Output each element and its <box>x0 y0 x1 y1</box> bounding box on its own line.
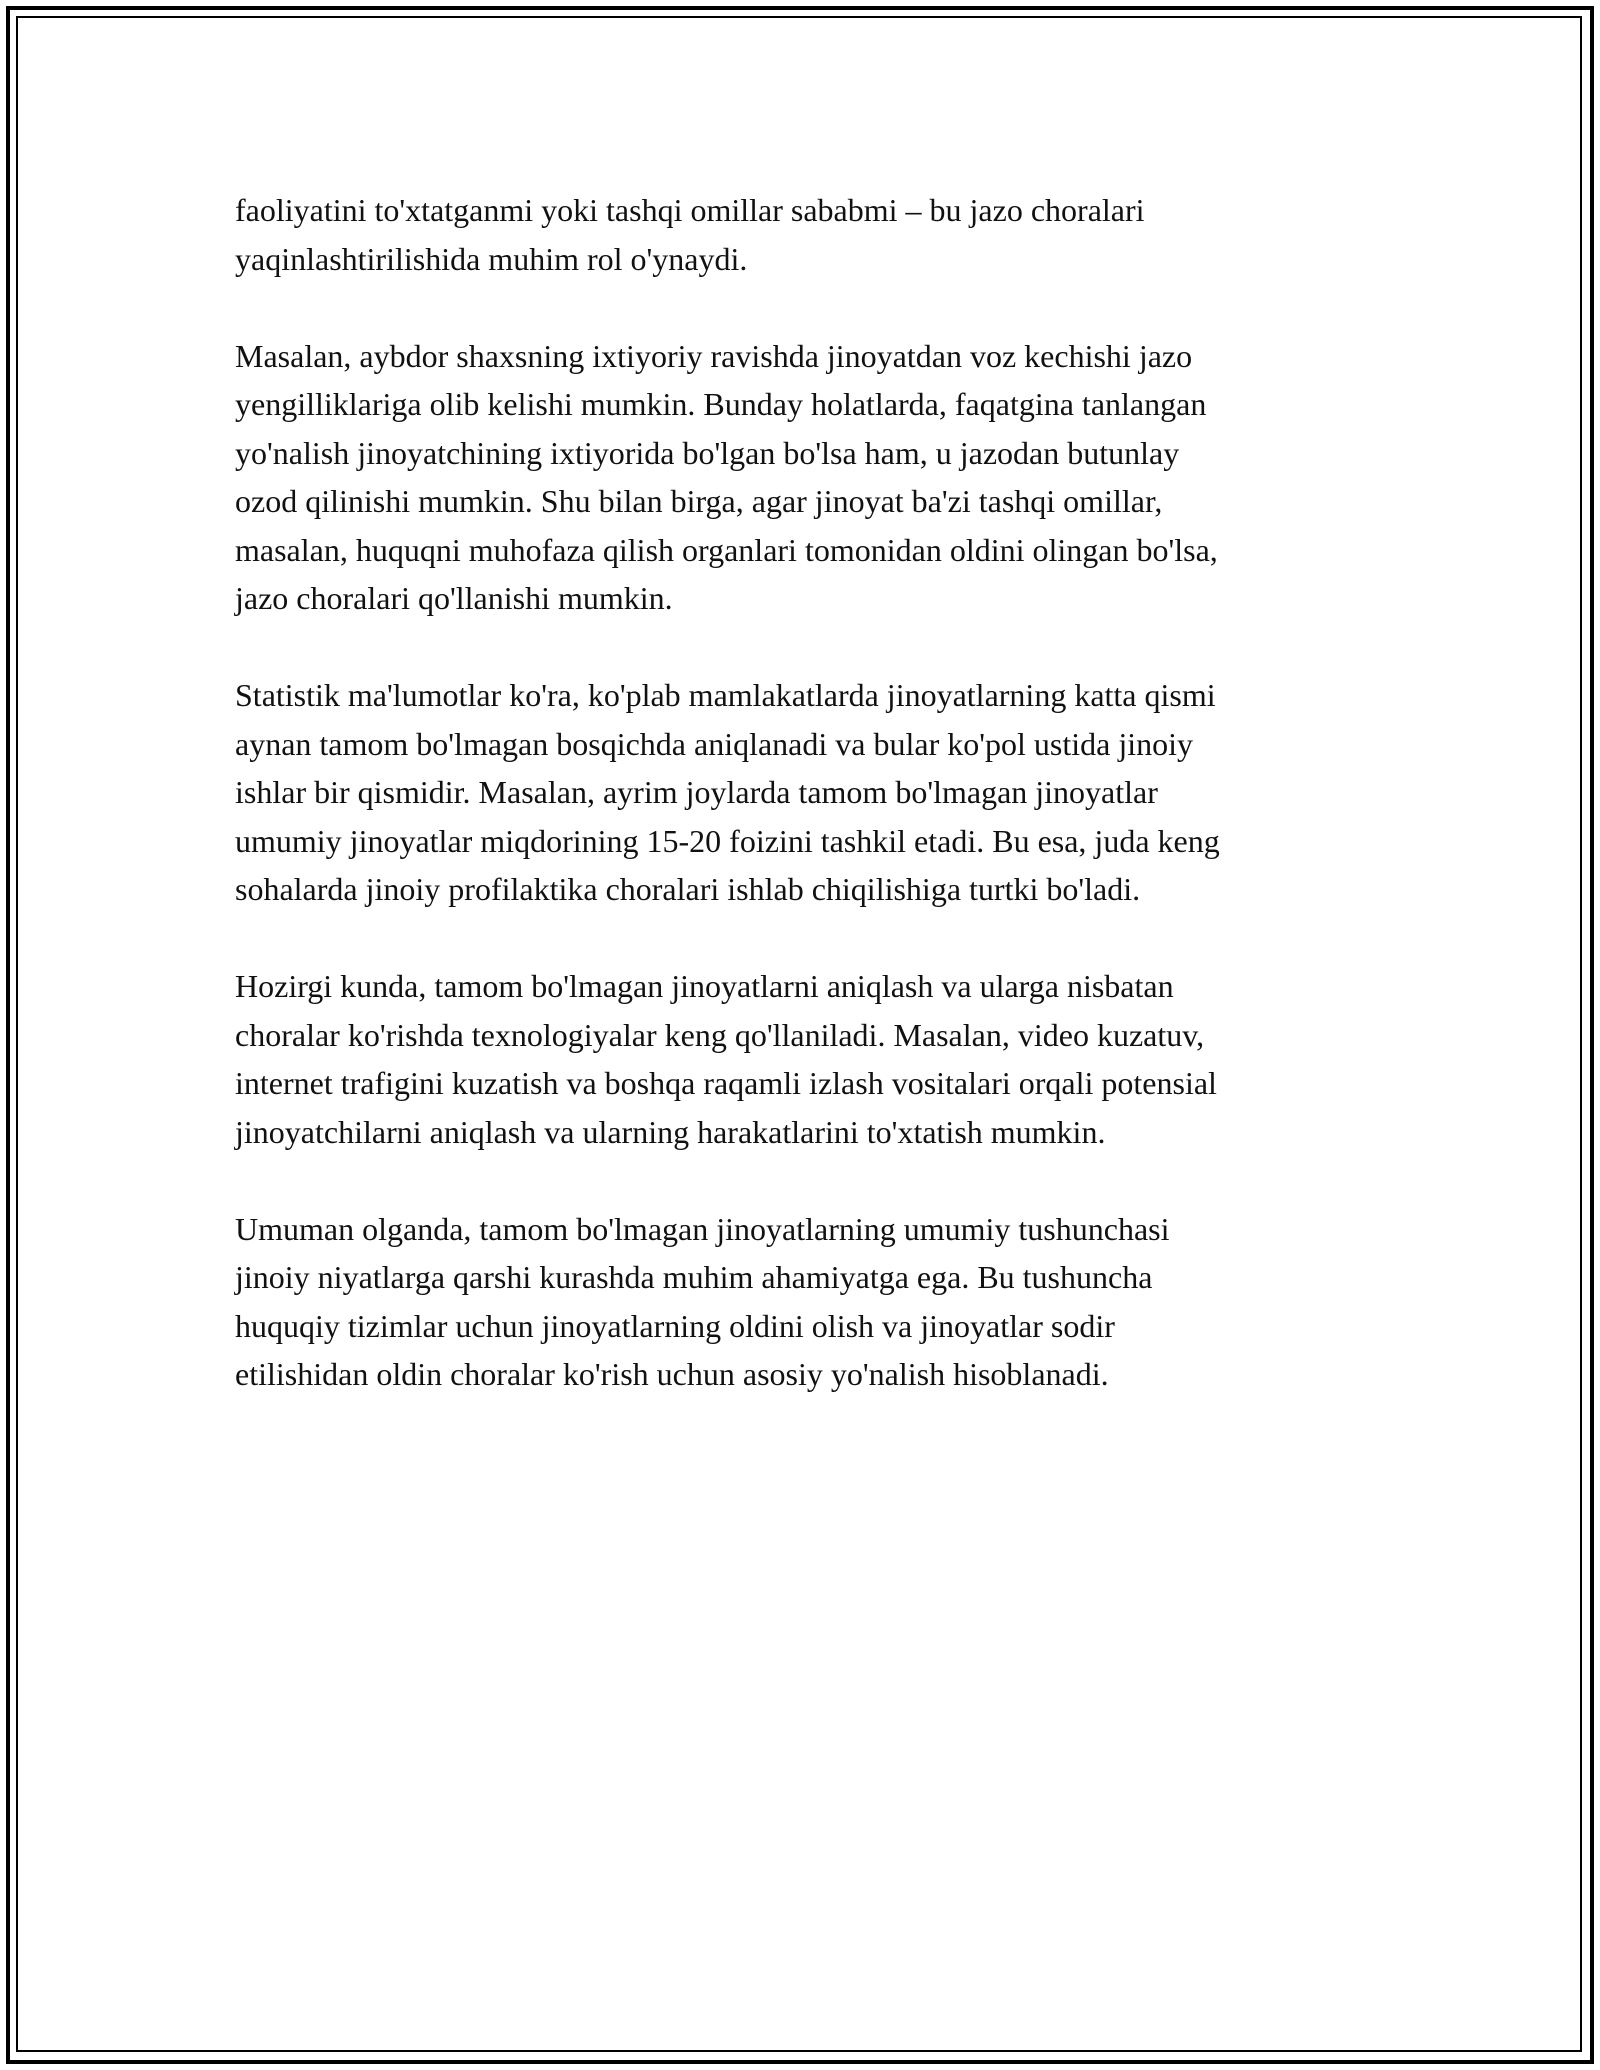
text-line: jinoyatchilarni aniqlash va ularning harakatlarini to'xtatish mumkin. <box>235 1113 1106 1150</box>
document-body <box>235 186 1375 1447</box>
text-line: aynan tamom bo'lmagan bosqichda aniqlanadi va bular ko'pol ustida jinoiy <box>235 725 1193 762</box>
text-line: Masalan, aybdor shaxsning ixtiyoriy ravishda jinoyatdan voz kechishi jazo <box>235 337 1193 374</box>
paragraph-3 <box>235 671 1375 914</box>
text-line: Umuman olganda, tamom bo'lmagan jinoyatlarning umumiy tushunchasi <box>235 1210 1170 1247</box>
paragraph-1 <box>235 186 1375 283</box>
text-line: sohalarda jinoiy profilaktika choralari ishlab chiqilishiga turtki bo'ladi. <box>235 871 1141 907</box>
text-line: yo'nalish jinoyatchining ixtiyorida bo'lgan bo'lsa ham, u jazodan butunlay <box>235 434 1180 471</box>
paragraph-2 <box>235 332 1375 623</box>
text-line: ishlar bir qismidir. Masalan, ayrim joylarda tamom bo'lmagan jinoyatlar <box>235 774 1158 810</box>
text-line: masalan, huquqni muhofaza qilish organlari tomonidan oldini olingan bo'lsa, <box>235 531 1218 568</box>
text-line: Hozirgi kunda, tamom bo'lmagan jinoyatlarni aniqlash va ularga nisbatan <box>235 968 1174 1004</box>
paragraph-5 <box>235 1205 1375 1399</box>
text-line: yaqinlashtirilishida muhim rol o'ynaydi. <box>235 240 748 277</box>
text-line: ozod qilinishi mumkin. Shu bilan birga, agar jinoyat ba'zi tashqi omillar, <box>235 483 1163 519</box>
text-line: huquqiy tizimlar uchun jinoyatlarning oldini olish va jinoyatlar sodir <box>235 1307 1115 1344</box>
text-line: jinoiy niyatlarga qarshi kurashda muhim ahamiyatga ega. Bu tushuncha <box>235 1259 1153 1295</box>
text-line: jazo choralari qo'llanishi mumkin. <box>235 580 673 616</box>
text-line: internet trafigini kuzatish va boshqa raqamli izlash vositalari orqali potensial <box>235 1065 1217 1101</box>
text-line: Statistik ma'lumotlar ko'ra, ko'plab mamlakatlarda jinoyatlarning katta qismi <box>235 677 1216 713</box>
text-line: choralar ko'rishda texnologiyalar keng qo'llaniladi. Masalan, video kuzatuv, <box>235 1016 1205 1053</box>
text-line: faoliyatini to'xtatganmi yoki tashqi omillar sababmi – bu jazo choralari <box>235 192 1145 228</box>
text-line: etilishidan oldin choralar ko'rish uchun asosiy yo'nalish hisoblanadi. <box>235 1356 1109 1392</box>
paragraph-4 <box>235 962 1375 1156</box>
text-line: yengilliklariga olib kelishi mumkin. Bunday holatlarda, faqatgina tanlangan <box>235 386 1207 422</box>
text-line: umumiy jinoyatlar miqdorining 15-20 foizini tashkil etadi. Bu esa, juda keng <box>235 822 1220 859</box>
